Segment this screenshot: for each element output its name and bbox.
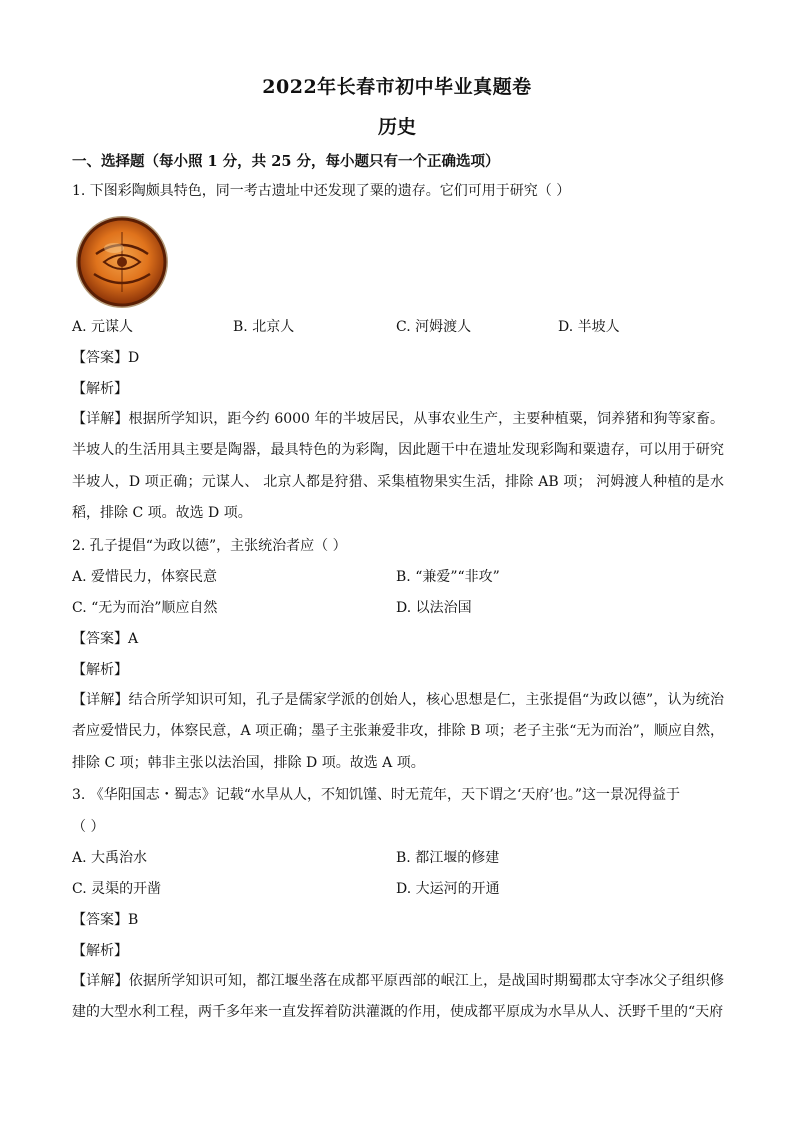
question-1-stem: 1. 下图彩陶颇具特色，同一考古遗址中还发现了粟的遗存。它们可用于研究（ ） xyxy=(72,183,571,199)
question-3-detail: 【详解】依据所学知识可知，都江堰坐落在成都平原西部的岷江上，是战国时期蜀郡太守李冰父子组织修建的大型水利工程，两千多年来一直发挥着防洪灌溉的作用，使成都平原成为水旱从人、沃野千里的“天府 xyxy=(72,973,724,1021)
question-3-analysis-label: 【解析】 xyxy=(72,943,128,959)
painted-pottery-image xyxy=(74,214,170,310)
question-1-answer: 【答案】D xyxy=(72,350,140,366)
question-3-option-d: D. 大运河的开通 xyxy=(396,881,500,897)
question-3-stem-line-1: 3. 《华阳国志・蜀志》记载“水旱从人，不知饥馑、时无荒年，天下谓之‘天府’也。”这一景况得益于 xyxy=(72,787,681,803)
question-3-stem-line-2: （ ） xyxy=(72,819,105,835)
section-heading: 一、选择题（每小照 1 分，共 25 分，每小题只有一个正确选项） xyxy=(72,153,500,170)
question-2-option-a: A. 爱惜民力，体察民意 xyxy=(72,569,218,585)
question-1-analysis-label: 【解析】 xyxy=(72,381,128,397)
exam-title: 2022年长春市初中毕业真题卷 xyxy=(262,76,532,98)
question-2-stem: 2. 孔子提倡“为政以德”，主张统治者应（ ） xyxy=(72,538,347,554)
question-2-option-d: D. 以法治国 xyxy=(396,600,472,616)
question-1-detail: 【详解】根据所学知识，距今约 6000 年的半坡居民，从事农业生产，主要种植粟，饲养猪和狗等家畜。半坡人的生活用具主要是陶器，最具特色的为彩陶，因此题干中在遗址发现彩陶和粟遗存，可以用于研究半坡人，D 项正确；元谋人、 北京人都是狩猎、采集植物果实生活，排除 AB 项； 河姆渡人种植的是水稻，排除 C 项。故选 D 项。 xyxy=(72,411,724,521)
question-3-option-b: B. 都江堰的修建 xyxy=(396,850,500,866)
question-2-detail: 【详解】结合所学知识可知，孔子是儒家学派的创始人，核心思想是仁，主张提倡“为政以德”，认为统治者应爱惜民力，体察民意，A 项正确；墨子主张兼爱非攻，排除 B 项；老子主张“无为而治”，顺应自然，排除 C 项；韩非主张以法治国，排除 D 项。故选 A 项。 xyxy=(72,692,724,771)
question-2-option-b: B. “兼爱”“非攻” xyxy=(396,569,500,585)
question-1-option-b: B. 北京人 xyxy=(233,319,295,335)
question-2-analysis-label: 【解析】 xyxy=(72,662,128,678)
question-3-option-c: C. 灵渠的开凿 xyxy=(72,881,162,897)
question-3-option-a: A. 大禹治水 xyxy=(72,850,148,866)
question-1-option-d: D. 半坡人 xyxy=(558,319,620,335)
question-2-option-c: C. “无为而治”顺应自然 xyxy=(72,600,218,616)
question-3-answer: 【答案】B xyxy=(72,912,139,928)
subject-title: 历史 xyxy=(377,116,416,138)
question-2-answer: 【答案】A xyxy=(72,631,139,647)
question-1-option-c: C. 河姆渡人 xyxy=(396,319,472,335)
question-1-option-a: A. 元谋人 xyxy=(72,319,134,335)
